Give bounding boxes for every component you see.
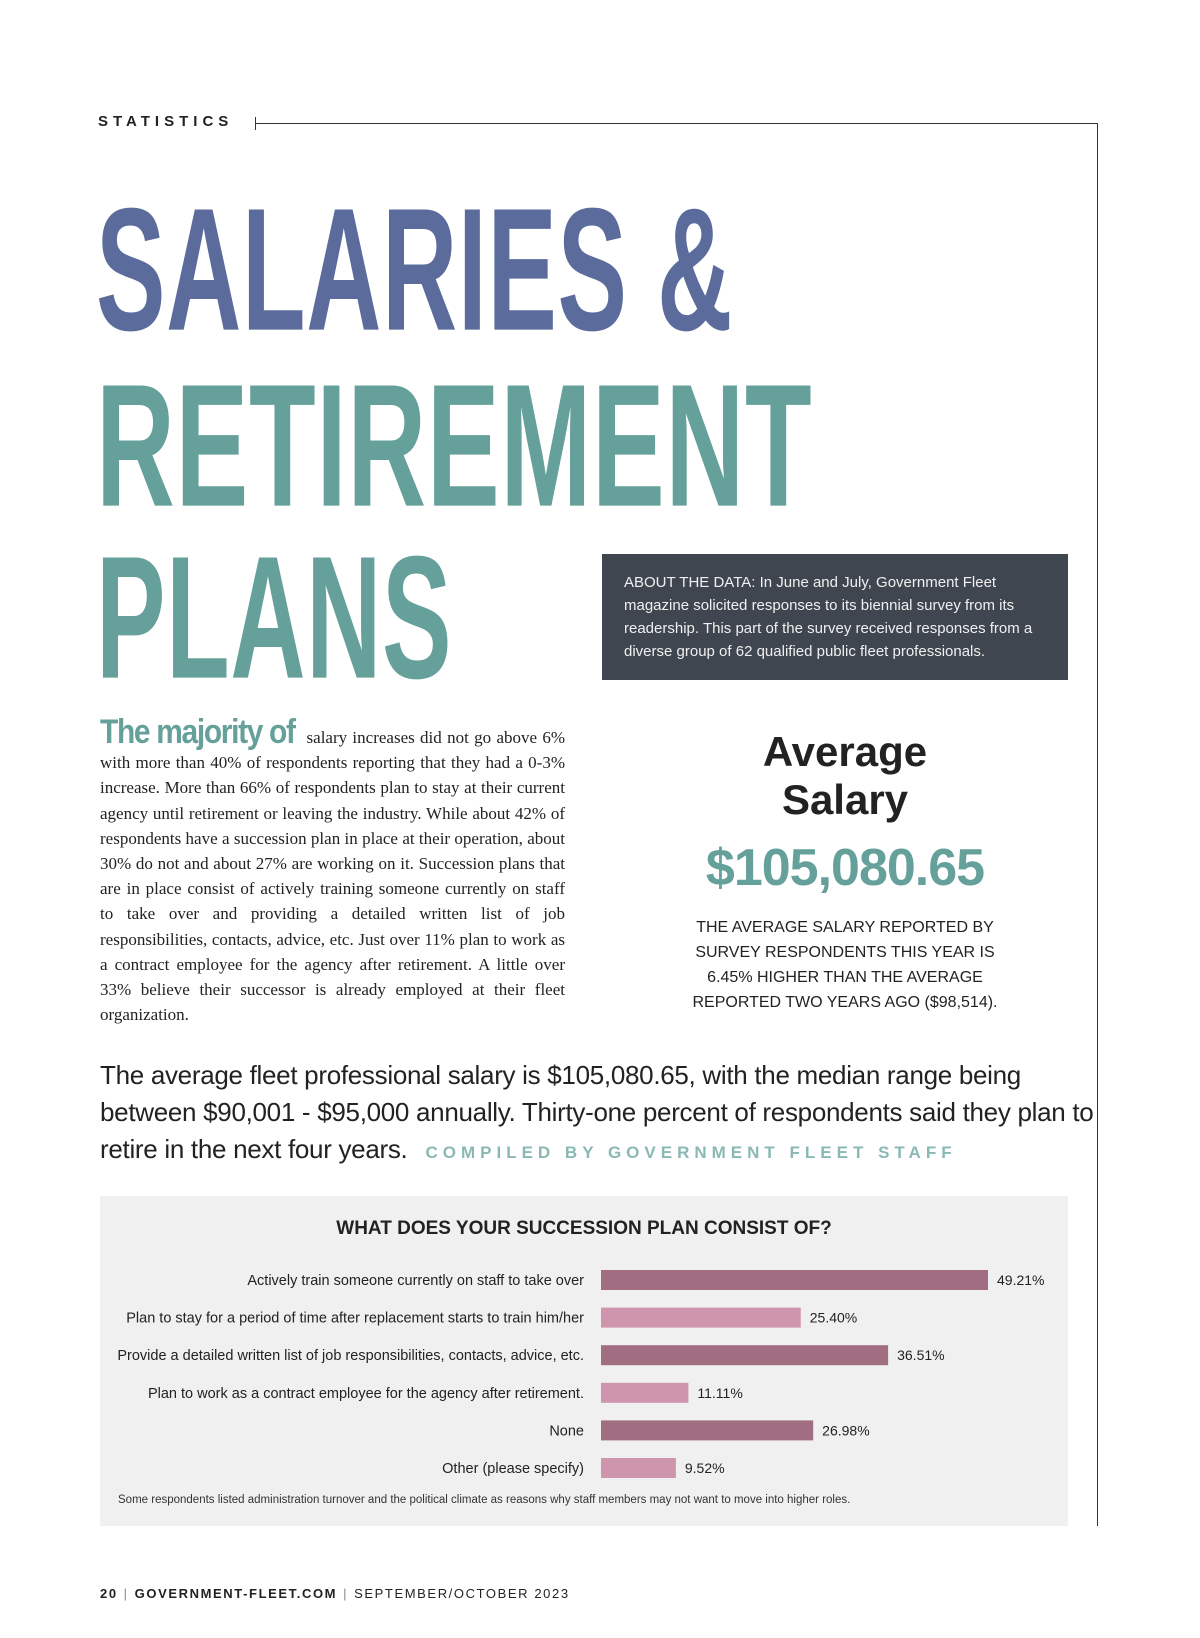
value-label: 26.98% <box>822 1422 870 1439</box>
footer-site: GOVERNMENT-FLEET.COM <box>134 1586 338 1601</box>
footer-separator: | <box>123 1586 129 1601</box>
header-rule <box>255 123 1097 124</box>
succession-plan-chart <box>100 1196 1068 1526</box>
about-the-data-box: ABOUT THE DATA: In June and July, Government Fleet magazine solicited responses to its biennial survey from its readership. This part of the survey received responses from a diverse group of 62 qualified public fleet professionals. <box>602 554 1068 680</box>
summary-text: The average fleet professional salary is $105,080.65, with the median range being between $90,001 - $95,000 annually. Thirty-one percent of respondents said they plan to retire in the next four years. <box>100 1060 1094 1164</box>
page-footer <box>100 1586 570 1601</box>
value-label: 49.21% <box>997 1272 1045 1288</box>
bar <box>601 1270 988 1290</box>
intro-paragraph <box>100 713 566 1027</box>
category-label: Actively train someone currently on staff to take over <box>247 1273 584 1289</box>
category-label: Other (please specify) <box>442 1461 584 1477</box>
headline-line-1: SALARIES & <box>96 171 734 368</box>
bar <box>601 1383 688 1403</box>
category-label: Provide a detailed written list of job responsibilities, contacts, advice, etc. <box>117 1348 584 1365</box>
intro-body: salary increases did not go above 6% with more than 40% of respondents reporting that they had a 0-3% increase. More than 66% of respondents plan to stay at their current agency until retirement or leaving the industry. While about 42% of respondents have a succession plan in place at their operation, about 30% do not and about 27% are working on it. Succession plans that are in place consist of actively training someone currently on staff to take over and providing a detailed written list of job responsibilities, contacts, advice, etc. Just over 11% plan to work as a contract employee for the agency after retirement. A little over 33% believe their successor is already employed at their fleet organization. <box>100 728 566 1025</box>
chart-title: WHAT DOES YOUR SUCCESSION PLAN CONSIST OF? <box>336 1218 832 1239</box>
average-salary-title <box>690 728 1000 824</box>
average-salary-note: THE AVERAGE SALARY REPORTED BY SURVEY RESPONDENTS THIS YEAR IS 6.45% HIGHER THAN THE AVERAGE REPORTED TWO YEARS AGO ($98,514). <box>692 919 998 1011</box>
value-label: 36.51% <box>897 1347 945 1364</box>
value-label: 9.52% <box>684 1460 725 1476</box>
footer-issue: SEPTEMBER/OCTOBER 2023 <box>354 1586 570 1601</box>
chart-svg <box>100 1196 1068 1526</box>
average-salary-title-line-2: Salary <box>781 776 909 823</box>
value-label: 11.11% <box>697 1384 743 1401</box>
average-salary-title-line-1: Average <box>762 728 928 775</box>
footer-separator: | <box>343 1586 349 1601</box>
bar <box>601 1458 676 1478</box>
chart-footnote: Some respondents listed administration turnover and the political climate as reasons why staff members may not want to move into higher roles. <box>118 1494 851 1506</box>
category-label: Plan to stay for a period of time after replacement starts to train him/her <box>126 1310 584 1327</box>
value-label: 25.40% <box>809 1309 858 1326</box>
page-number: 20 <box>100 1586 118 1601</box>
summary-paragraph <box>100 1057 1100 1171</box>
bar <box>601 1308 801 1328</box>
right-margin-rule <box>1097 123 1098 1526</box>
headline-line-3: PLANS <box>96 519 453 716</box>
bar <box>601 1345 888 1365</box>
category-label: None <box>549 1423 584 1440</box>
intro-lead: The majority of <box>100 713 295 751</box>
section-label: STATISTICS <box>98 113 234 130</box>
bar <box>601 1420 813 1440</box>
byline: COMPILED BY GOVERNMENT FLEET STAFF <box>425 1143 957 1162</box>
average-salary-value: $105,080.65 <box>705 839 985 897</box>
category-label: Plan to work as a contract employee for the agency after retirement. <box>147 1385 584 1402</box>
headline-line-2: RETIREMENT <box>96 347 813 544</box>
